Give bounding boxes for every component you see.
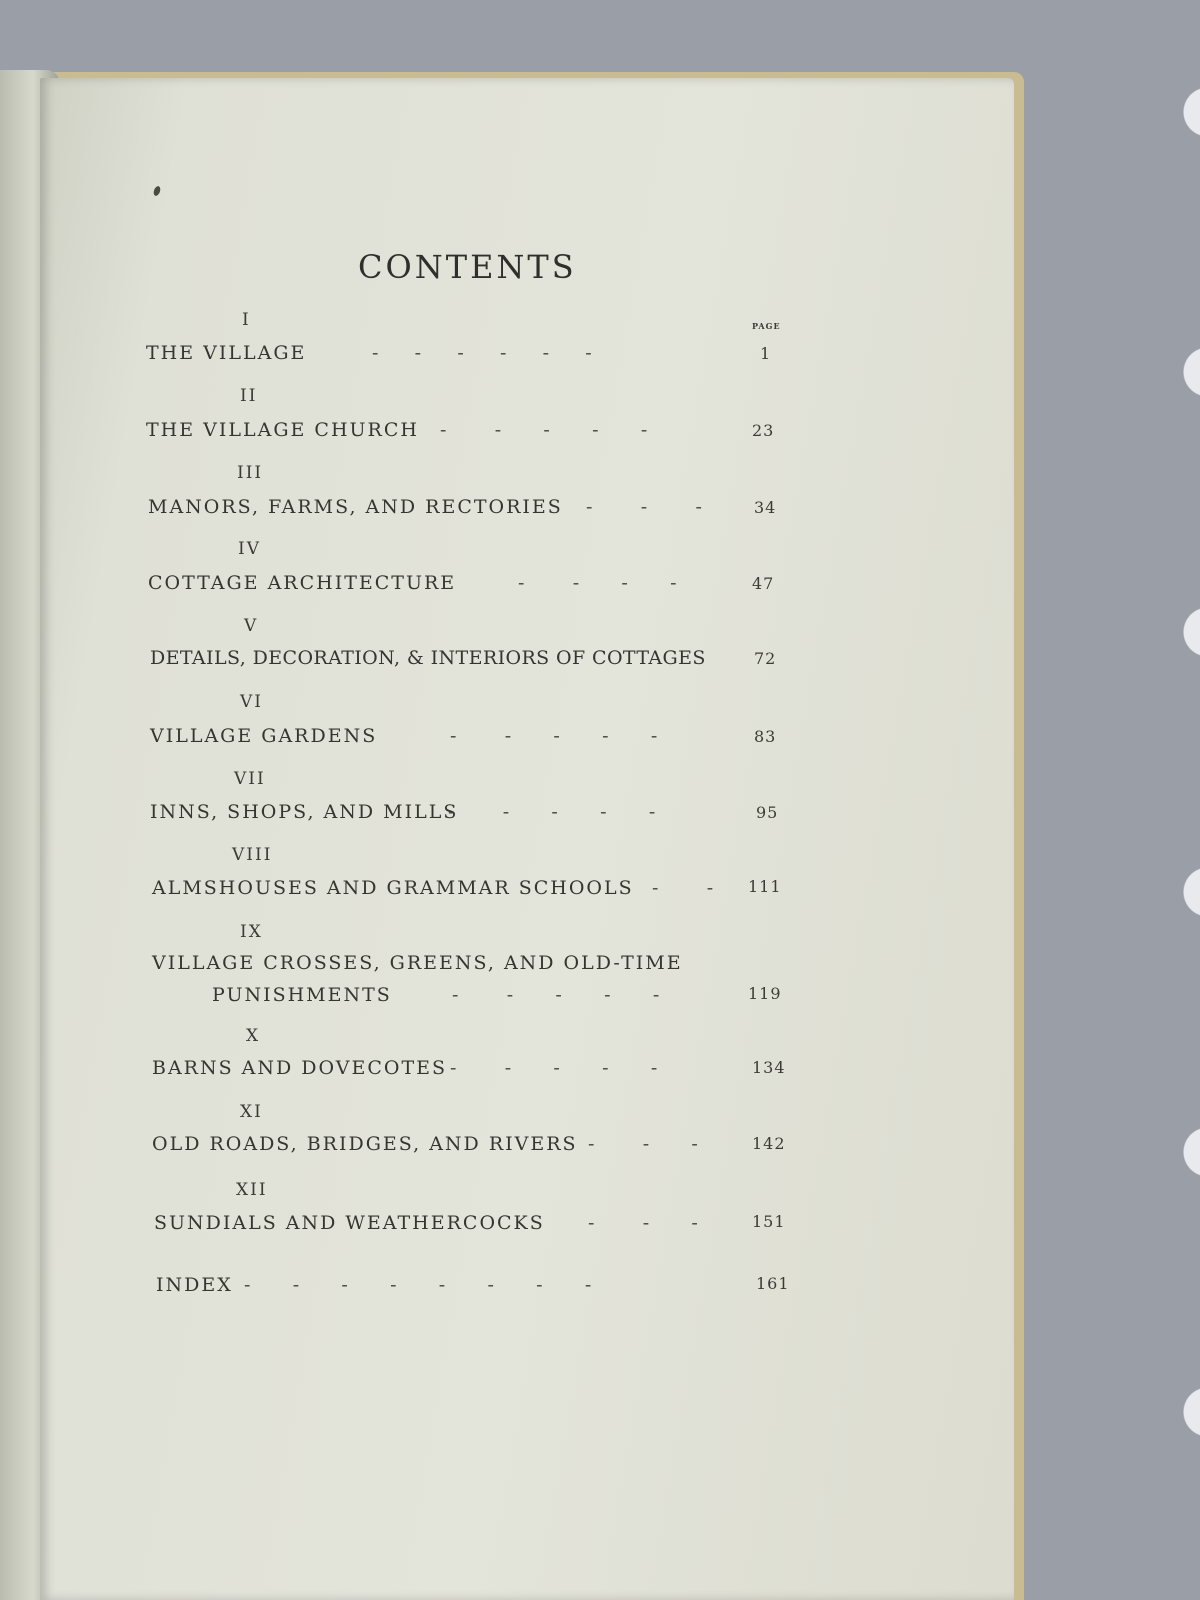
chapter-numeral: IV [238,539,261,559]
chapter-page: 142 [752,1134,786,1153]
dot-leader: - - - - - - [372,342,592,364]
dot-leader: - - - [588,1133,698,1155]
chapter-numeral: VIII [232,845,273,865]
chapter-page: 134 [752,1058,786,1077]
chapter-page: 111 [748,877,782,896]
chapter-title: OLD ROADS, BRIDGES, AND RIVERS [152,1133,578,1155]
chapter-numeral: IX [240,922,263,942]
chapter-page: 1 [760,344,772,363]
chapter-title: BARNS AND DOVECOTES [152,1057,448,1079]
chapter-numeral: VI [240,692,263,712]
chapter-title: VILLAGE CROSSES, GREENS, AND OLD-TIME [152,952,683,974]
dot-leader: - - - - - [448,801,656,823]
chapter-title-continued: PUNISHMENTS [212,984,392,1006]
chapter-page: 95 [756,803,779,822]
chapter-title: THE VILLAGE CHURCH [146,419,419,441]
chapter-page: 119 [748,984,782,1003]
chapter-page: 34 [754,498,777,517]
chapter-page: 23 [752,421,775,440]
page-column-header: PAGE [752,321,781,331]
chapter-title: THE VILLAGE [146,342,307,364]
dot-leader: - - - - - [440,419,648,441]
chapter-numeral: III [237,463,264,483]
index-title: INDEX [156,1274,233,1296]
chapter-page: 83 [754,727,777,746]
chapter-title: SUNDIALS AND WEATHERCOCKS [154,1212,545,1234]
dot-leader: - - - - - [450,725,658,747]
dot-leader: - - - [586,496,702,518]
chapter-numeral: VII [234,769,266,789]
chapter-page: 151 [752,1212,786,1231]
chapter-numeral: XI [240,1102,263,1122]
chapter-title: VILLAGE GARDENS [150,725,378,747]
dot-leader: - - - - - [452,984,660,1006]
chapter-title: ALMSHOUSES AND GRAMMAR SCHOOLS [152,877,634,899]
chapter-title: MANORS, FARMS, AND RECTORIES [148,496,563,518]
dot-leader: - - - [588,1212,698,1234]
chapter-page: 72 [754,649,777,668]
index-page: 161 [756,1274,790,1293]
dot-leader: - - - - - [450,1057,658,1079]
chapter-page: 47 [752,574,775,593]
dot-leader: - - [652,877,714,899]
chapter-numeral: II [240,386,258,406]
page-title: CONTENTS [358,248,577,286]
dot-leader: - - - - - - - - [244,1274,592,1296]
chapter-numeral: X [246,1026,261,1046]
chapter-title: COTTAGE ARCHITECTURE [148,572,457,594]
chapter-numeral: V [244,616,259,636]
chapter-numeral: XII [236,1180,268,1200]
chapter-numeral: I [242,310,251,330]
chapter-title: DETAILS, DECORATION, & INTERIORS OF COTTAGES [150,647,706,669]
dot-leader: - - - - [518,572,677,594]
chapter-title: INNS, SHOPS, AND MILLS [150,801,459,823]
